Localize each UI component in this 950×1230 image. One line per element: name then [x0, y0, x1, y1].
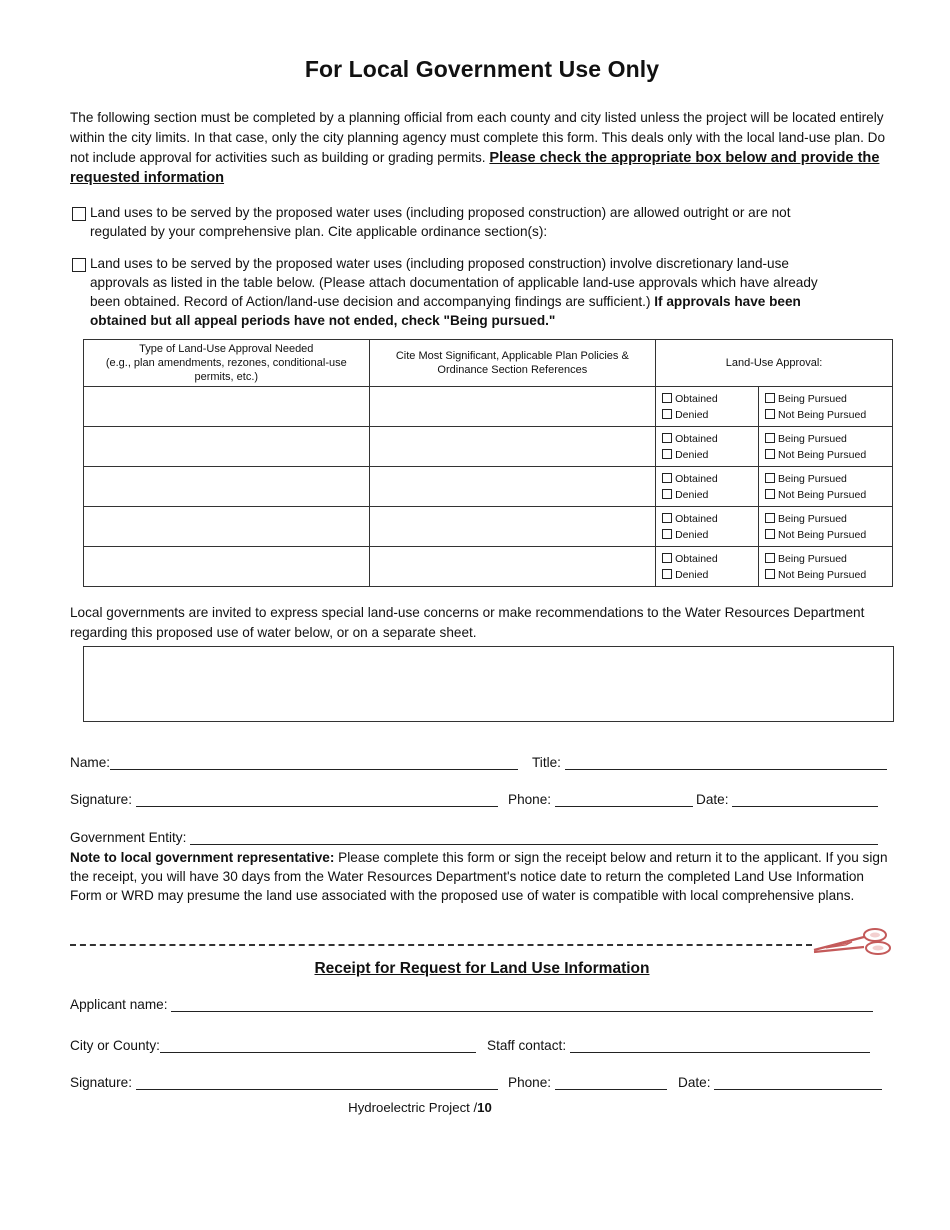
signature-label: Signature:	[70, 792, 132, 807]
option-denied[interactable]	[662, 447, 752, 463]
applicant-label: Applicant name:	[70, 997, 168, 1012]
option-being-pursued[interactable]	[765, 391, 886, 407]
obtained-denied-cell	[656, 387, 759, 427]
discretionary-bold: If approvals have been obtained but all appeal periods have not ended, check "Being pursued."	[90, 294, 801, 328]
receipt-date-label: Date:	[678, 1075, 711, 1090]
option-obtained[interactable]	[662, 431, 752, 447]
land-use-approval-table	[83, 339, 893, 587]
option-label: Denied	[675, 528, 709, 541]
name-field[interactable]	[110, 756, 518, 770]
approval-type-cell[interactable]	[84, 467, 370, 507]
table-row	[84, 387, 893, 427]
receipt-phone-field[interactable]	[555, 1076, 667, 1090]
obtained-denied-cell	[656, 547, 759, 587]
table-body	[84, 387, 893, 587]
pursued-cell	[759, 547, 893, 587]
policies-cell[interactable]	[369, 387, 656, 427]
checkbox[interactable]	[662, 393, 672, 403]
checkbox[interactable]	[765, 553, 775, 563]
table-row	[84, 427, 893, 467]
pursued-cell	[759, 427, 893, 467]
checkbox[interactable]	[662, 473, 672, 483]
page-number: 10	[477, 1100, 492, 1115]
phone-line	[508, 791, 693, 809]
checkbox[interactable]	[662, 449, 672, 459]
option-denied[interactable]	[662, 407, 752, 423]
checkbox[interactable]	[662, 529, 672, 539]
table-row	[84, 507, 893, 547]
checkbox[interactable]	[662, 513, 672, 523]
option-label: Denied	[675, 448, 709, 461]
name-label: Name:	[70, 755, 111, 770]
receipt-phone-label: Phone:	[508, 1075, 552, 1090]
title-line	[532, 754, 887, 772]
option-obtained[interactable]	[662, 551, 752, 567]
option-discretionary	[70, 254, 850, 330]
note-paragraph	[70, 848, 894, 905]
page-title: For Local Government Use Only	[304, 56, 660, 82]
phone-field[interactable]	[555, 793, 693, 807]
receipt-signature-line	[70, 1074, 498, 1092]
option-label: Obtained	[675, 432, 718, 445]
option-obtained[interactable]	[662, 391, 752, 407]
checkbox[interactable]	[765, 393, 775, 403]
city-field[interactable]	[160, 1039, 476, 1053]
city-line	[70, 1037, 476, 1055]
approval-type-cell[interactable]	[84, 507, 370, 547]
policies-cell[interactable]	[369, 467, 656, 507]
table-row	[84, 547, 893, 587]
option-not-being-pursued[interactable]	[765, 407, 886, 423]
intro-text: The following section must be completed by a planning official from each county and city listed unless the project will be located entirely within the city limits. In that case, only the city planning agency must complete this form. This deals only with the local land-use plan. Do not include approval for activities such as building or grading permits.	[70, 110, 886, 165]
note-text: Please complete this form or sign the receipt below and return it to the applicant. If you sign the receipt, you will have 30 days from the Water Resources Department's notice date to return the completed Land Use Information Form or WRD may presume the land use associated with the proposed use of water is compatible with local comprehensive plans.	[70, 850, 888, 903]
phone-label: Phone:	[508, 792, 552, 807]
option-outright	[70, 203, 850, 241]
city-label: City or County:	[70, 1038, 160, 1053]
option-being-pursued[interactable]	[765, 431, 886, 447]
checkbox[interactable]	[765, 409, 775, 419]
col-approval-header: Land-Use Approval:	[656, 340, 893, 387]
outright-checkbox[interactable]	[72, 207, 86, 221]
table-header-row	[84, 340, 893, 387]
option-label: Denied	[675, 488, 709, 501]
approval-type-cell[interactable]	[84, 387, 370, 427]
note-bold: Note to local government representative:	[70, 850, 335, 865]
approval-type-cell[interactable]	[84, 547, 370, 587]
checkbox[interactable]	[765, 569, 775, 579]
col-policies-header: Cite Most Significant, Applicable Plan Policies & Ordinance Section References	[369, 340, 656, 387]
option-label: Being Pursued	[778, 432, 847, 445]
option-label: Obtained	[675, 552, 718, 565]
option-label: Not Being Pursued	[778, 568, 867, 581]
policies-cell[interactable]	[369, 427, 656, 467]
checkbox[interactable]	[765, 433, 775, 443]
checkbox[interactable]	[765, 513, 775, 523]
col1-subtitle: (e.g., plan amendments, rezones, conditional-use permits, etc.)	[105, 357, 347, 383]
pursued-cell	[759, 507, 893, 547]
option-label: Being Pursued	[778, 392, 847, 405]
receipt-title: Receipt for Request for Land Use Information	[314, 960, 650, 977]
receipt-signature-field[interactable]	[136, 1076, 498, 1090]
concerns-textarea[interactable]	[83, 646, 894, 722]
option-being-pursued[interactable]	[765, 551, 886, 567]
table-row	[84, 467, 893, 507]
staff-label: Staff contact:	[487, 1038, 567, 1053]
concerns-paragraph: Local governments are invited to express special land-use concerns or make recommendations to the Water Resources Department regarding this proposed use of water below, or on a separate sheet.	[70, 605, 865, 640]
staff-field[interactable]	[570, 1039, 870, 1053]
approval-type-cell[interactable]	[84, 427, 370, 467]
option-label: Being Pursued	[778, 472, 847, 485]
obtained-denied-cell	[656, 467, 759, 507]
applicant-field[interactable]	[171, 998, 873, 1012]
date-line	[696, 791, 878, 809]
option-label: Not Being Pursued	[778, 448, 867, 461]
date-field[interactable]	[732, 793, 878, 807]
receipt-date-line	[678, 1074, 882, 1092]
discretionary-checkbox[interactable]	[72, 258, 86, 272]
title-label: Title:	[532, 755, 561, 770]
option-label: Obtained	[675, 512, 718, 525]
name-line	[70, 754, 518, 772]
entity-line	[70, 829, 878, 847]
signature-line	[70, 791, 498, 809]
option-label: Not Being Pursued	[778, 528, 867, 541]
option-not-being-pursued[interactable]	[765, 447, 886, 463]
checkbox[interactable]	[662, 433, 672, 443]
checkbox[interactable]	[765, 473, 775, 483]
staff-line	[487, 1037, 870, 1055]
intro-emphasis: Please check the appropriate box below and provide the requested information	[70, 150, 880, 186]
entity-label: Government Entity:	[70, 830, 187, 845]
checkbox[interactable]	[765, 489, 775, 499]
option-label: Denied	[675, 408, 709, 421]
option-obtained[interactable]	[662, 511, 752, 527]
option-being-pursued[interactable]	[765, 511, 886, 527]
checkbox[interactable]	[765, 449, 775, 459]
option-not-being-pursued[interactable]	[765, 487, 886, 503]
checkbox[interactable]	[765, 529, 775, 539]
date-label: Date:	[696, 792, 729, 807]
option-obtained[interactable]	[662, 471, 752, 487]
footer-text: Hydroelectric Project /	[348, 1100, 478, 1115]
option-being-pursued[interactable]	[765, 471, 886, 487]
receipt-phone-line	[508, 1074, 667, 1092]
obtained-denied-cell	[656, 427, 759, 467]
checkbox[interactable]	[662, 569, 672, 579]
option-label: Being Pursued	[778, 552, 847, 565]
pursued-cell	[759, 467, 893, 507]
discretionary-text	[70, 254, 850, 330]
col-approval-type-header	[84, 340, 370, 387]
policies-cell[interactable]	[369, 507, 656, 547]
cut-line	[70, 944, 812, 946]
option-denied[interactable]	[662, 527, 752, 543]
title-field[interactable]	[565, 756, 887, 770]
option-label: Obtained	[675, 472, 718, 485]
discretionary-body: Land uses to be served by the proposed water uses (including proposed construction) involve discretionary land-use approvals as listed in the table below. (Please attach documentation of applicable land-use approvals which have already been obtained. Record of Action/land-use decision and accompanying findings are sufficient.)	[90, 256, 818, 309]
applicant-line	[70, 996, 873, 1014]
checkbox[interactable]	[662, 553, 672, 563]
option-not-being-pursued[interactable]	[765, 567, 886, 583]
checkbox[interactable]	[662, 409, 672, 419]
option-not-being-pursued[interactable]	[765, 527, 886, 543]
pursued-cell	[759, 387, 893, 427]
signature-field[interactable]	[136, 793, 498, 807]
receipt-date-field[interactable]	[714, 1076, 882, 1090]
option-denied[interactable]	[662, 567, 752, 583]
option-label: Not Being Pursued	[778, 408, 867, 421]
obtained-denied-cell	[656, 507, 759, 547]
option-label: Being Pursued	[778, 512, 847, 525]
entity-field[interactable]	[190, 831, 878, 845]
col1-title: Type of Land-Use Approval Needed	[139, 343, 314, 355]
option-label: Obtained	[675, 392, 718, 405]
intro-paragraph	[70, 108, 894, 188]
checkbox[interactable]	[662, 489, 672, 499]
option-label: Denied	[675, 568, 709, 581]
outright-text: Land uses to be served by the proposed water uses (including proposed construction) are allowed outright or are not regulated by your comprehensive plan. Cite applicable ordinance section(s):	[90, 205, 791, 239]
policies-cell[interactable]	[369, 547, 656, 587]
scissors-icon	[812, 926, 894, 958]
option-label: Not Being Pursued	[778, 488, 867, 501]
option-denied[interactable]	[662, 487, 752, 503]
receipt-signature-label: Signature:	[70, 1075, 132, 1090]
page-footer	[70, 1100, 770, 1115]
